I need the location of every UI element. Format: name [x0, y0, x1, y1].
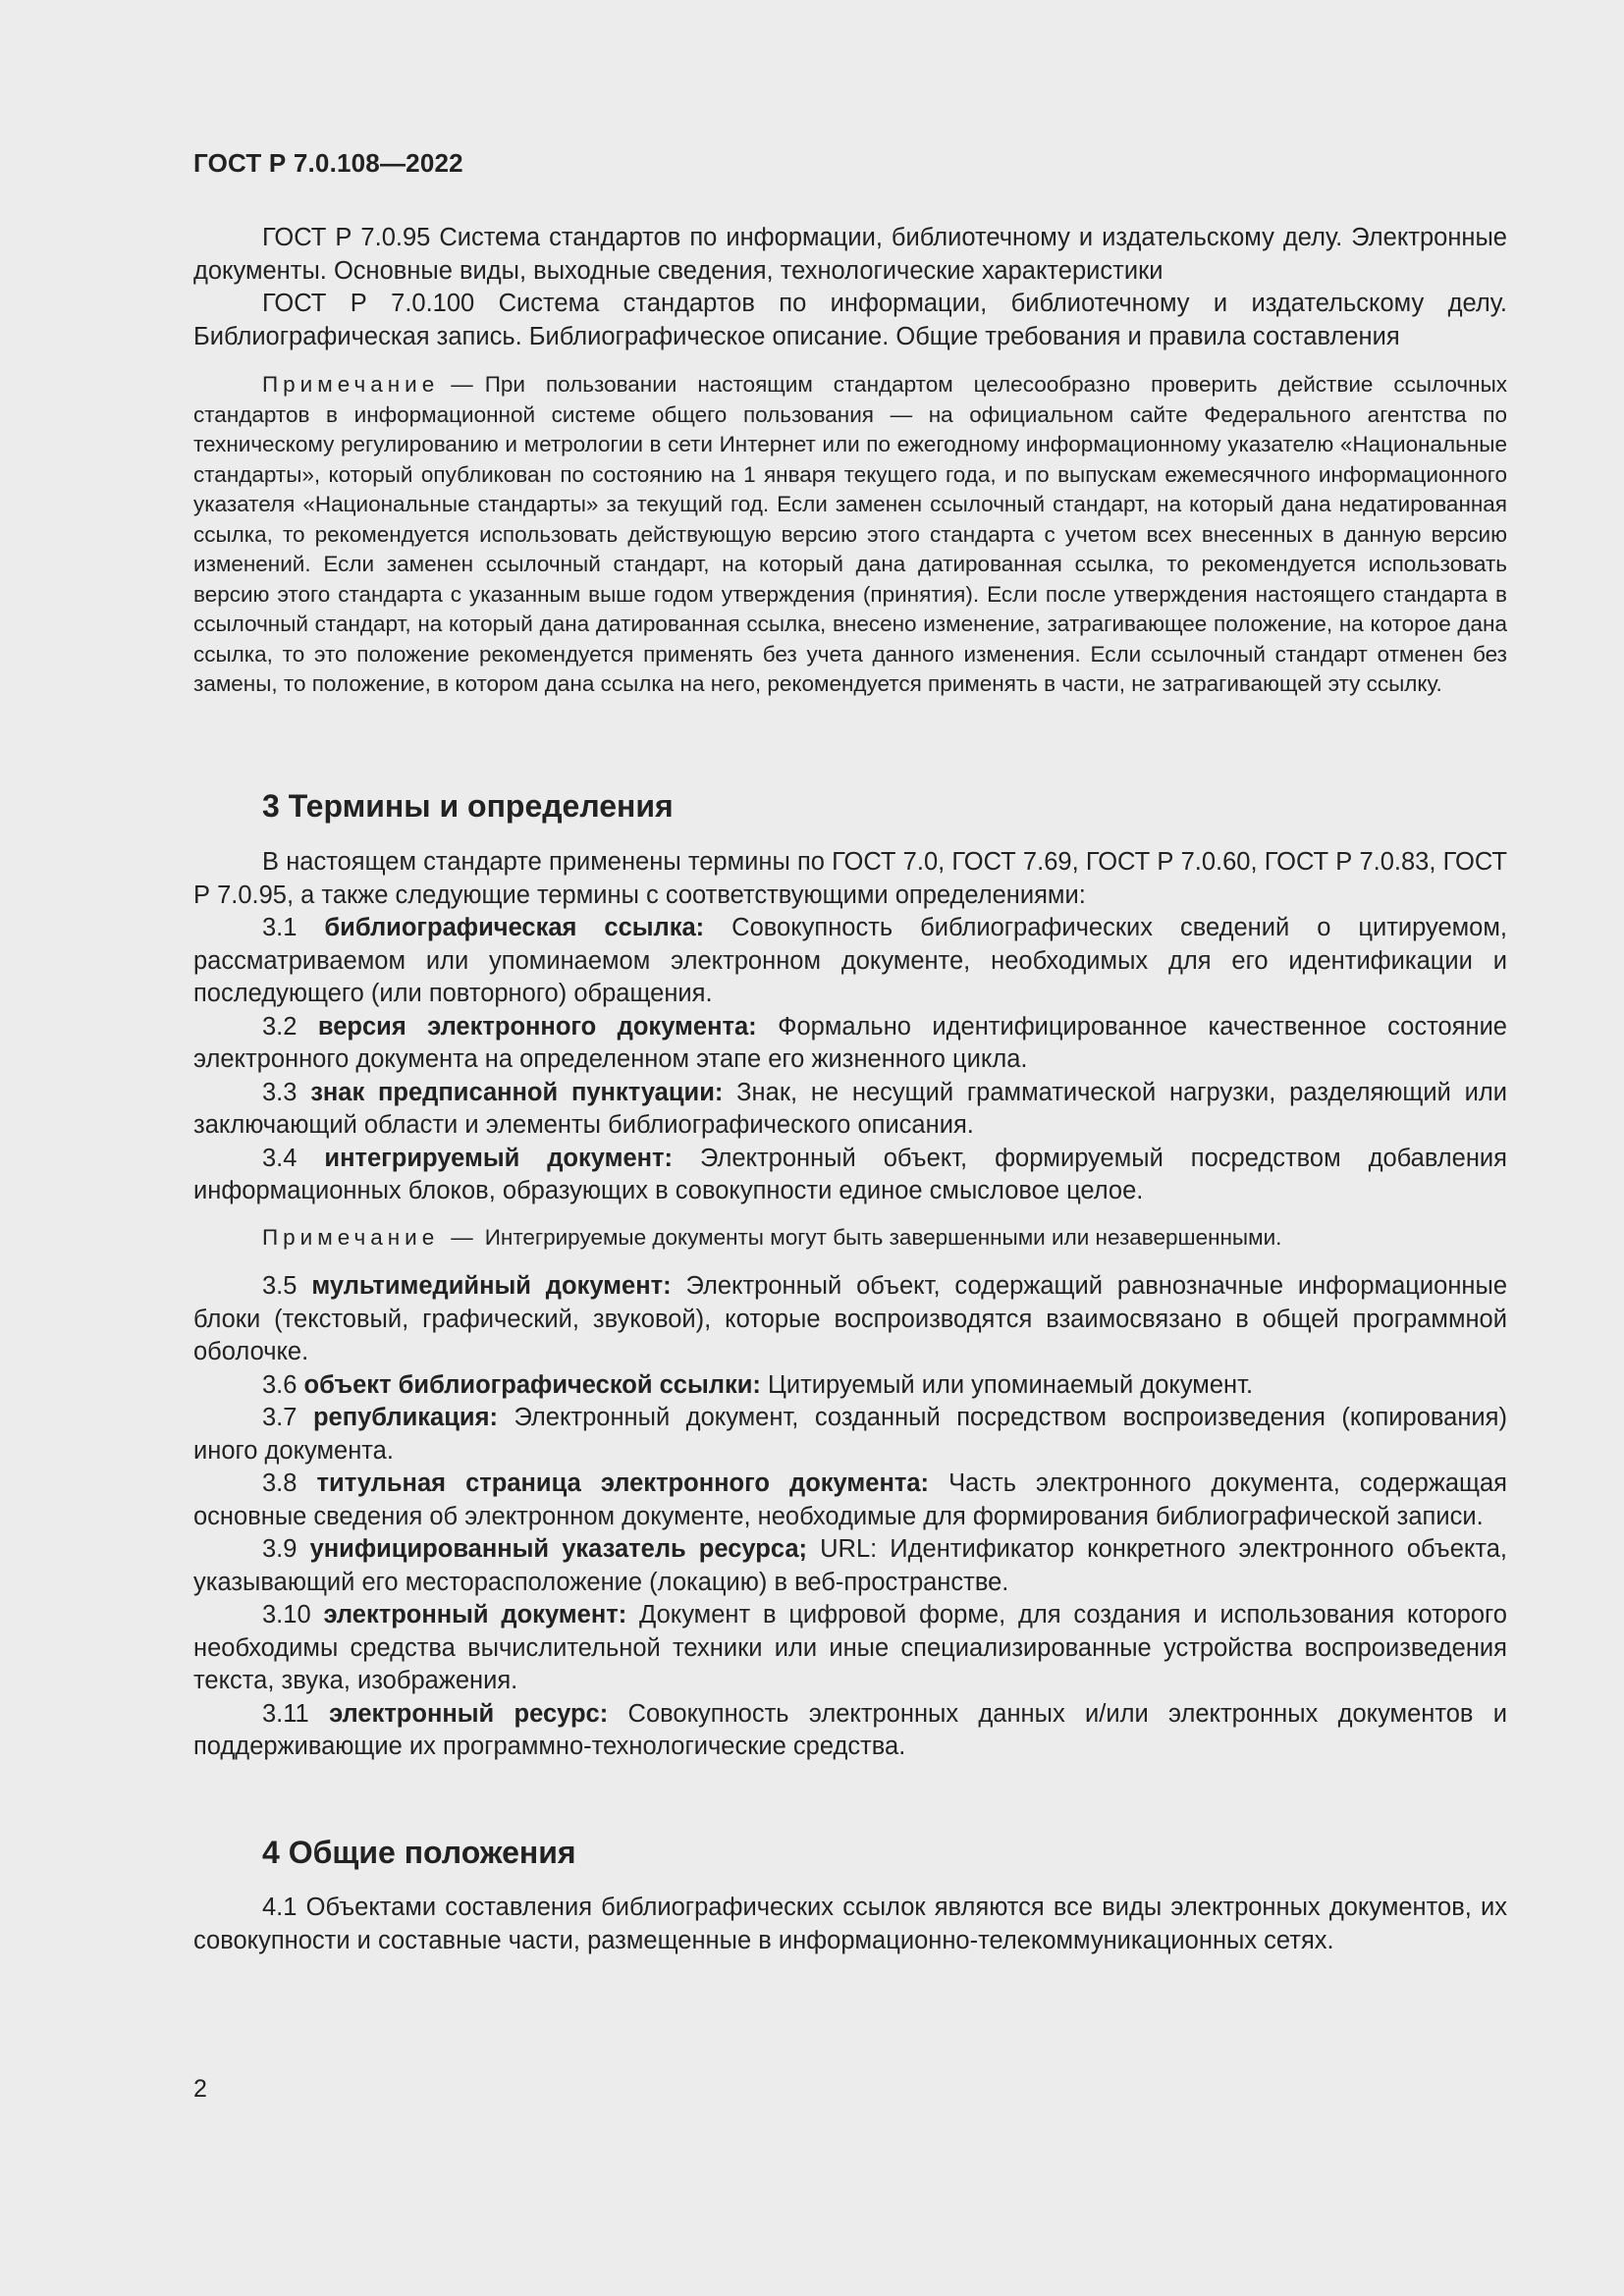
- term-name: библиографическая ссылка:: [324, 914, 705, 941]
- section-3-body: [193, 846, 1507, 1208]
- term-name: объект библиографической ссылки:: [303, 1370, 761, 1399]
- term-text: Документ в цифровой форме, для создания и использования которого необходимы средства вычислительной техники или иные специализированные устройства воспроизведения текста, звука, изображения.: [193, 1601, 1507, 1694]
- term-definition: [193, 1468, 1507, 1533]
- term-name: мультимедийный документ:: [311, 1272, 672, 1300]
- term-text: Формально идентифицированное качественное состояние электронного документа на определенном этапе его жизненного цикла.: [193, 1012, 1507, 1073]
- section-heading-3: 3 Термины и определения: [262, 788, 674, 824]
- reference-item: ГОСТ Р 7.0.95 Система стандартов по информации, библиотечному и издательскому делу. Электронные документы. Основные виды, выходные сведения, технологические характеристики: [193, 224, 1507, 285]
- term-name: версия электронного документа:: [317, 1012, 757, 1041]
- paragraph-4-1: 4.1 Объектами составления библиографических ссылок являются все виды электронных документов, их совокупности и составные части, размещенные в информационно-телекоммуникационных сетях.: [193, 1894, 1507, 1954]
- term-number: 3.9: [262, 1535, 298, 1563]
- term-text: Электронный документ, созданный посредством воспроизведения (копирования) иного документа.: [193, 1404, 1507, 1465]
- note-dash: —: [451, 372, 473, 397]
- term-number: 3.5: [262, 1272, 298, 1300]
- term-definition: [193, 1143, 1507, 1208]
- note-label: Примечание: [262, 372, 440, 397]
- page-number: 2: [193, 2075, 207, 2103]
- document-header: ГОСТ Р 7.0.108—2022: [193, 148, 463, 178]
- term-number: 3.6: [262, 1370, 298, 1399]
- term-number: 3.7: [262, 1404, 298, 1431]
- term-number: 3.2: [262, 1012, 298, 1041]
- term-definition: [193, 1011, 1507, 1077]
- term-definition: [193, 1698, 1507, 1764]
- term-text: Совокупность электронных данных и/или электронных документов и поддерживающие их программно-технологические средства.: [193, 1699, 1508, 1760]
- section-heading-4: 4 Общие положения: [262, 1835, 576, 1870]
- term-text: Часть электронного документа, содержащая основные сведения об электронном документе, необходимые для формирования библиографической записи.: [193, 1469, 1507, 1530]
- term-number: 3.4: [262, 1144, 298, 1172]
- note-references: [193, 370, 1507, 700]
- term-text: Знак, не несущий грамматической нагрузки, разделяющий или заключающий области и элементы библиографического описания.: [193, 1078, 1507, 1139]
- note-dash: —: [451, 1225, 473, 1250]
- term-text: URL: Идентификатор конкретного электронного объекта, указывающий его месторасположение (локацию) в веб-пространстве.: [193, 1535, 1507, 1596]
- term-text: Цитируемый или упоминаемый документ.: [767, 1370, 1254, 1399]
- note-text: Интегрируемые документы могут быть завершенными или незавершенными.: [484, 1225, 1282, 1250]
- term-definition: [193, 912, 1507, 1011]
- term-definition: [193, 1533, 1507, 1599]
- normative-references: [193, 222, 1507, 353]
- term-name: титульная страница электронного документа:: [316, 1469, 930, 1497]
- term-number: 3.8: [262, 1469, 298, 1497]
- term-name: электронный ресурс:: [329, 1699, 609, 1728]
- term-text: Электронный объект, формируемый посредством добавления информационных блоков, образующих в совокупности единое смысловое целое.: [193, 1144, 1507, 1204]
- section-3-body-continued: [193, 1270, 1507, 1764]
- term-name: знак предписанной пунктуации:: [310, 1078, 724, 1106]
- term-definition: [193, 1270, 1507, 1369]
- term-text: Совокупность библиографических сведений о цитируемом, рассматриваемом или упоминаемом электронном документе, необходимых для его идентификации и последующего (или повторного) обращения.: [193, 914, 1507, 1007]
- term-number: 3.3: [262, 1078, 298, 1106]
- term-definition: [193, 1599, 1507, 1698]
- term-name: републикация:: [312, 1404, 498, 1431]
- term-name: унифицированный указатель ресурса;: [309, 1535, 807, 1563]
- term-definition: [193, 1077, 1507, 1143]
- section-intro: В настоящем стандарте применены термины по ГОСТ 7.0, ГОСТ 7.69, ГОСТ Р 7.0.60, ГОСТ Р 7.0.83, ГОСТ Р 7.0.95, а также следующие термины с соответствующими определениями:: [193, 848, 1507, 909]
- term-number: 3.1: [262, 914, 298, 941]
- note-text: При пользовании настоящим стандартом целесообразно проверить действие ссылочных стандартов в информационной системе общего пользования — на официальном сайте Федерального агентства по техническому регулированию и метрологии в сети Интернет или по ежегодному информационному указателю «Национальные стандарты», который опубликован по состоянию на 1 января текущего года, и по выпускам ежемесячного информационного указателя «Национальные стандарты» за текущий год. Если заменен ссылочный стандарт, на который дана недатированная ссылка, то рекомендуется использовать действующую версию этого стандарта с учетом всех внесенных в данную версию изменений. Если заменен ссылочный стандарт, на который дана датированная ссылка, то рекомендуется использовать версию этого стандарта с указанным выше годом утверждения (принятия). Если после утверждения настоящего стандарта в ссылочный стандарт, на который дана датированная ссылка, внесено изменение, затрагивающее положение, на которое дана ссылка, то это положение рекомендуется применять без учета данного изменения. Если ссылочный стандарт отменен без замены, то положение, в котором дана ссылка на него, рекомендуется применять в части, не затрагивающей эту ссылку.: [193, 372, 1507, 696]
- term-definition: [193, 1402, 1507, 1468]
- note-label: Примечание: [262, 1225, 440, 1250]
- term-definition: [193, 1369, 1507, 1403]
- term-number: 3.10: [262, 1601, 311, 1629]
- term-name: интегрируемый документ:: [324, 1144, 674, 1172]
- reference-item: ГОСТ Р 7.0.100 Система стандартов по информации, библиотечному и издательскому делу. Библиографическая запись. Библиографическое описание. Общие требования и правила составления: [193, 290, 1507, 350]
- term-name: электронный документ:: [323, 1601, 627, 1629]
- section-4-body: [193, 1892, 1507, 1957]
- term-number: 3.11: [262, 1699, 309, 1728]
- note-integrated: [193, 1223, 1507, 1254]
- term-text: Электронный объект, содержащий равнозначные информационные блоки (текстовый, графический, звуковой), которые воспроизводятся взаимосвязано в общей программной оболочке.: [193, 1272, 1508, 1365]
